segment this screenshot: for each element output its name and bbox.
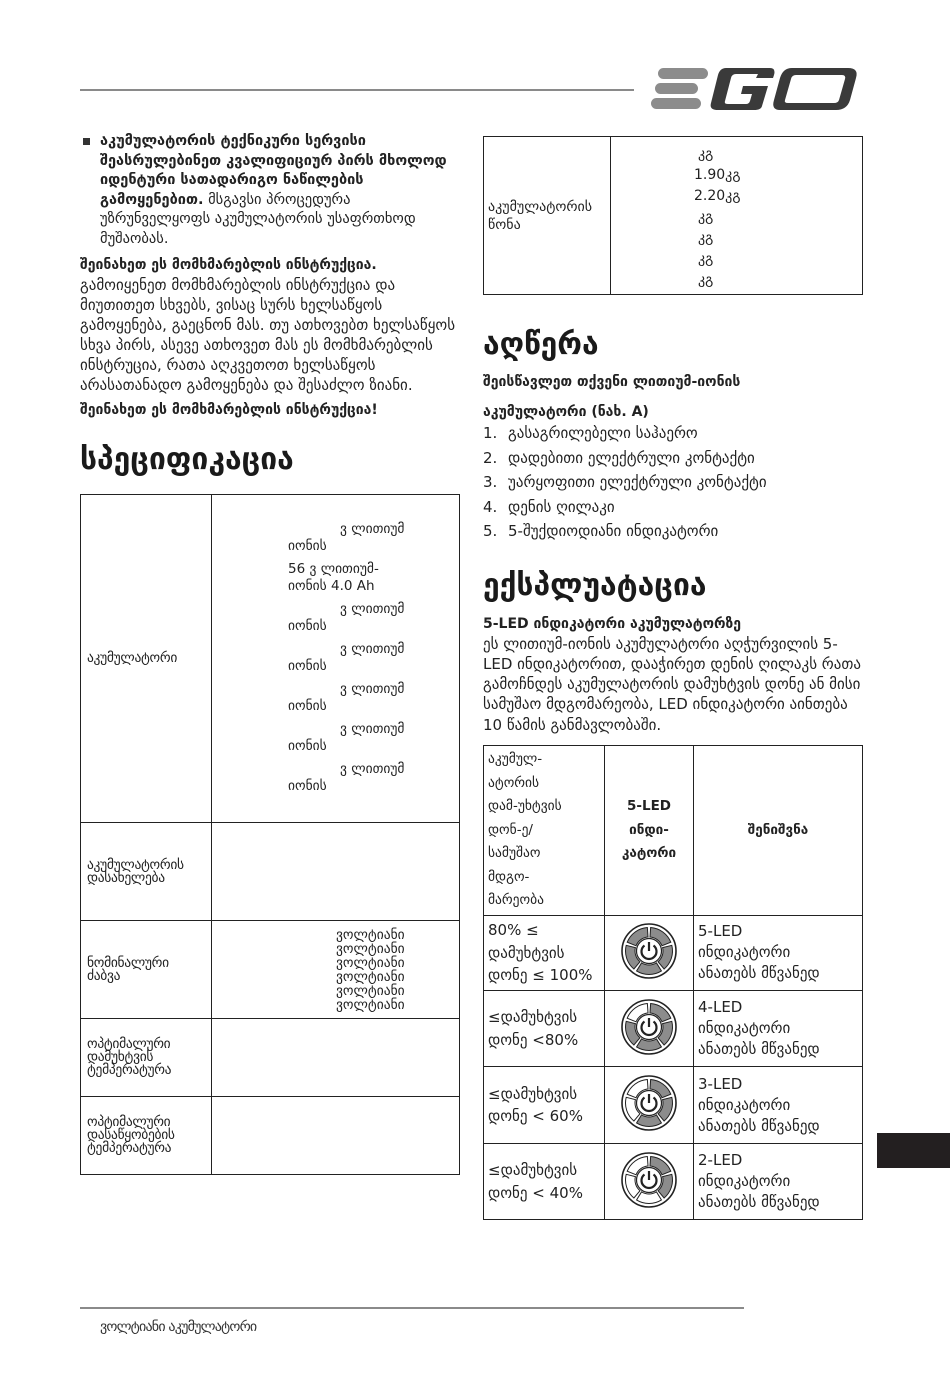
battery-value-text: ვ ლითიუმ [340,760,405,777]
spec-label-battery: აკუმულატორი [81,495,212,823]
weight-values [611,137,863,295]
spec-row-battery [81,495,460,823]
led-icon-cell [605,1067,694,1144]
led-level-line: ≤დამუხტვის [488,1084,578,1103]
save-instructions-body: გამოიყენეთ მომხმარებლის ინსტრუქცია და მიუთითეთ სხვებს, ვისაც სურს ხელსაწყოს გამოყენება, გაეცნონ მას. თუ ათხოვებთ ხელსაწყოს სხვა პირს, ასევე ათხოვეთ მას ეს მომხმარებლის ინსტრუცია, რათა აღკვეთოთ ხელსაწყოს არასათანადო გამოყენება და შესაძლო ზიანი. [80,276,456,394]
battery-value-line1 [314,641,453,658]
led-header-level-lines [488,748,600,913]
description-item-number: 1. [483,424,498,442]
led-note-line: ანათებს მწვანედ [698,1040,820,1059]
logo-e-bars [651,68,708,109]
led-icon-cell [605,1143,694,1220]
description-item-text: დადებითი ელექტრული კონტაქტი [508,448,755,467]
voltage-value: ვოლტიანი [336,968,405,985]
battery-value-line1 [314,721,453,738]
led-header-level-line: დამ-უხტვის [488,798,562,815]
weight-value: კგ [698,230,714,246]
led-note-cell [694,915,863,990]
led-header-indicator-line: ინდი- [629,821,669,838]
battery-value [218,761,453,795]
led-indicator-icon [619,921,679,981]
voltage-value: ვოლტიანი [336,982,405,999]
battery-value-text: ვ ლითიუმ- [309,560,379,577]
led-level-line: დამუხტვის [488,943,565,962]
led-header-level-line: აკუმულ- [488,751,543,768]
battery-value-line2: იონის [288,657,327,674]
led-indicator-icon [619,1150,679,1210]
led-note-line: ინდიკატორი [698,1095,791,1114]
description-item [483,470,863,495]
battery-value-line1 [314,521,453,538]
footer-rule [80,1307,744,1309]
battery-value-line2: იონის [288,537,327,554]
led-note-line: ინდიკატორი [698,1019,791,1038]
spec-value-name [212,823,460,921]
led-icon-cell [605,990,694,1067]
description-item [483,421,863,446]
battery-value [218,601,453,635]
led-header-level-line: დონ-ე/ [488,821,533,838]
led-table-header [484,745,863,915]
led-note-line: ანათებს მწვანედ [698,1193,820,1212]
operation-body: ეს ლითიუმ-იონის აკუმულატორი აღჭურვილის 5-LED ინდიკატორით, დააჭირეთ დენის ღილაკს რათა გამოჩნდეს აკუმულატორის დამუხტვის დონე ან მისი სამუშაო მდგომარეობა, LED ინდიკატორი აინთება 10 წამის განმავლობაში. [483,634,861,734]
spec-heading: სპეციფიკაცია [80,442,294,477]
description-item [483,519,863,544]
voltage-value: ვოლტიანი [336,996,405,1013]
spec-row-name [81,823,460,921]
weight-label: აკუმულატორის წონა [484,137,611,295]
led-note-line: 3-LED [698,1074,743,1093]
led-table-body [484,915,863,1220]
battery-value [218,641,453,675]
battery-value-text: ვ ლითიუმ [340,680,405,697]
service-bullet-bold: აკუმულატორის ტექნიკური სერვისი შეასრულებინეთ კვალიფიციურ პირს მხოლოდ იდენტური სათადარიგო ნაწილების გამოყენებით. [100,133,447,208]
led-level-line: ≤დამუხტვის [488,1008,578,1027]
spec-label-storage-temp: ოპტიმალური დასაწყობების ტემპერატურა [81,1097,212,1175]
battery-value-list [218,521,453,795]
description-parts-list [483,421,863,544]
led-header-level-line: მარეობა [488,892,544,909]
spec-value-storage-temp [212,1097,460,1175]
led-level-line: დონე ≤ 100% [488,966,593,985]
battery-value-text: ვ ლითიუმ [340,720,405,737]
led-note-cell [694,990,863,1067]
description-item-number: 3. [483,473,498,491]
right-column [483,136,863,1220]
led-level-cell [484,990,605,1067]
led-note-line: 2-LED [698,1151,743,1170]
description-item-text: უარყოფითი ელექტრული კონტაქტი [508,473,767,491]
led-note-line: ინდიკატორი [698,943,791,962]
led-header-indicator-lines [609,795,689,866]
led-level-line: დონე < 40% [488,1183,583,1202]
led-header-indicator-line: 5-LED [626,798,672,815]
spec-label-name: აკუმულატორის დასახელება [81,823,212,921]
description-item-text: დენის ღილაკი [508,497,615,516]
bullet-square-icon [83,138,90,145]
led-header-indicator-line: კატორი [621,845,677,862]
header-rule [80,89,634,91]
voltage-value: ვოლტიანი [336,940,405,957]
led-table [483,745,863,1221]
operation-subtitle: 5-LED ინდიკატორი აკუმულატორზე [483,615,742,632]
battery-value-text: ვ ლითიუმ [340,640,405,657]
led-indicator-icon [619,1073,679,1133]
logo-o [773,68,856,110]
voltage-value: ვოლტიანი [336,954,405,971]
led-level-cell [484,1067,605,1144]
weight-value-list [612,138,861,293]
description-subtitle-1: შეისწავლეთ თქვენი ლითიუმ-იონის [483,374,741,390]
battery-value-text: ვ ლითიუმ [340,600,405,617]
led-icon-cell [605,915,694,990]
voltage-value: ვოლტიანი [336,926,405,943]
led-header-level-line: ატორის [488,774,540,791]
weight-row [484,137,863,295]
led-header-note: შენიშვნა [694,745,863,915]
spec-row-voltage [81,921,460,1019]
battery-value-line2: იონის [288,697,327,714]
ego-logo [648,64,863,114]
led-note-line: 4-LED [698,998,743,1017]
spec-table [80,494,460,1175]
side-section-tab [877,1133,950,1168]
led-header-level-line: სამუშაო [488,845,541,862]
led-indicator-icon [619,997,679,1057]
weight-value: 2.20კგ [694,188,741,204]
led-header-indicator [605,745,694,915]
led-header-level [484,745,605,915]
battery-value [218,681,453,715]
battery-value-line1 [288,561,453,578]
description-item [483,446,863,471]
voltage-value-list [218,928,453,1012]
led-level-line: დონე <80% [488,1030,579,1049]
battery-value-text: ვ ლითიუმ [340,520,405,537]
battery-value [218,721,453,755]
description-item [483,495,863,520]
led-table-row [484,1067,863,1144]
description-item-number: 5. [483,522,498,540]
spec-value-battery [212,495,460,823]
description-subtitle-2: აკუმულატორი (ნახ. A) [483,404,649,420]
spec-label-charge-temp: ოპტიმალური დამუხტვის ტემპერატურა [81,1019,212,1097]
save-instructions-title: შეინახეთ ეს მომხმარებლის ინსტრუქცია. [80,257,377,273]
description-item-text: 5-შუქდიოდიანი ინდიკატორი [508,522,719,540]
battery-value-line2: იონის 4.0 Ah [288,577,375,594]
description-item-number: 2. [483,448,498,467]
led-note-line: 5-LED [698,922,743,941]
led-level-line: 80% ≤ [488,921,539,940]
led-note-line: ინდიკატორი [698,1172,791,1191]
battery-value [218,561,453,595]
operation-heading: ექსპლუატაცია [483,567,707,603]
battery-value-line1 [314,681,453,698]
battery-value-line2: იონის [288,737,327,754]
service-bullet-text: მსგავსი პროცედურა უზრუნველყოფს აკუმულატორის უსაფრთხოდ მუშაობას. [100,191,416,247]
left-column [80,132,460,1175]
footer-text: ვოლტიანი აკუმულატორი [100,1319,257,1335]
description-heading: აღწერა [483,327,599,362]
led-level-cell [484,915,605,990]
battery-value-line2: იონის [288,617,327,634]
weight-table [483,136,863,295]
led-header-level-line: მდგო- [488,868,530,885]
spec-row-storage-temp [81,1097,460,1175]
led-note-cell [694,1067,863,1144]
led-note-cell [694,1143,863,1220]
led-level-cell [484,1143,605,1220]
led-table-row [484,1143,863,1220]
weight-value: კგ [698,209,714,225]
battery-value-line1 [314,601,453,618]
led-level-line: დონე < 60% [488,1107,583,1126]
led-note-line: ანათებს მწვანედ [698,1116,820,1135]
battery-value-prefix: 56 [288,560,306,577]
spec-value-charge-temp [212,1019,460,1097]
logo-g [711,68,775,110]
service-bullet [80,132,460,249]
weight-value: კგ [698,251,714,267]
weight-value: 1.90კგ [694,167,741,183]
led-table-row [484,915,863,990]
weight-value: კგ [698,272,714,288]
led-table-row [484,990,863,1067]
battery-value [218,521,453,555]
led-level-line: ≤დამუხტვის [488,1161,578,1180]
spec-label-voltage: ნომინალური ძაბვა [81,921,212,1019]
battery-value-line2: იონის [288,777,327,794]
led-note-line: ანათებს მწვანედ [698,964,820,983]
weight-value: კგ [698,146,714,162]
spec-row-charge-temp [81,1019,460,1097]
save-instructions-title-2: შეინახეთ ეს მომხმარებლის ინსტრუქცია! [80,402,378,418]
description-item-text: გასაგრილებელი საჰაერო [508,424,698,442]
battery-value-line1 [314,761,453,778]
spec-value-voltage [212,921,460,1019]
description-item-number: 4. [483,497,498,516]
